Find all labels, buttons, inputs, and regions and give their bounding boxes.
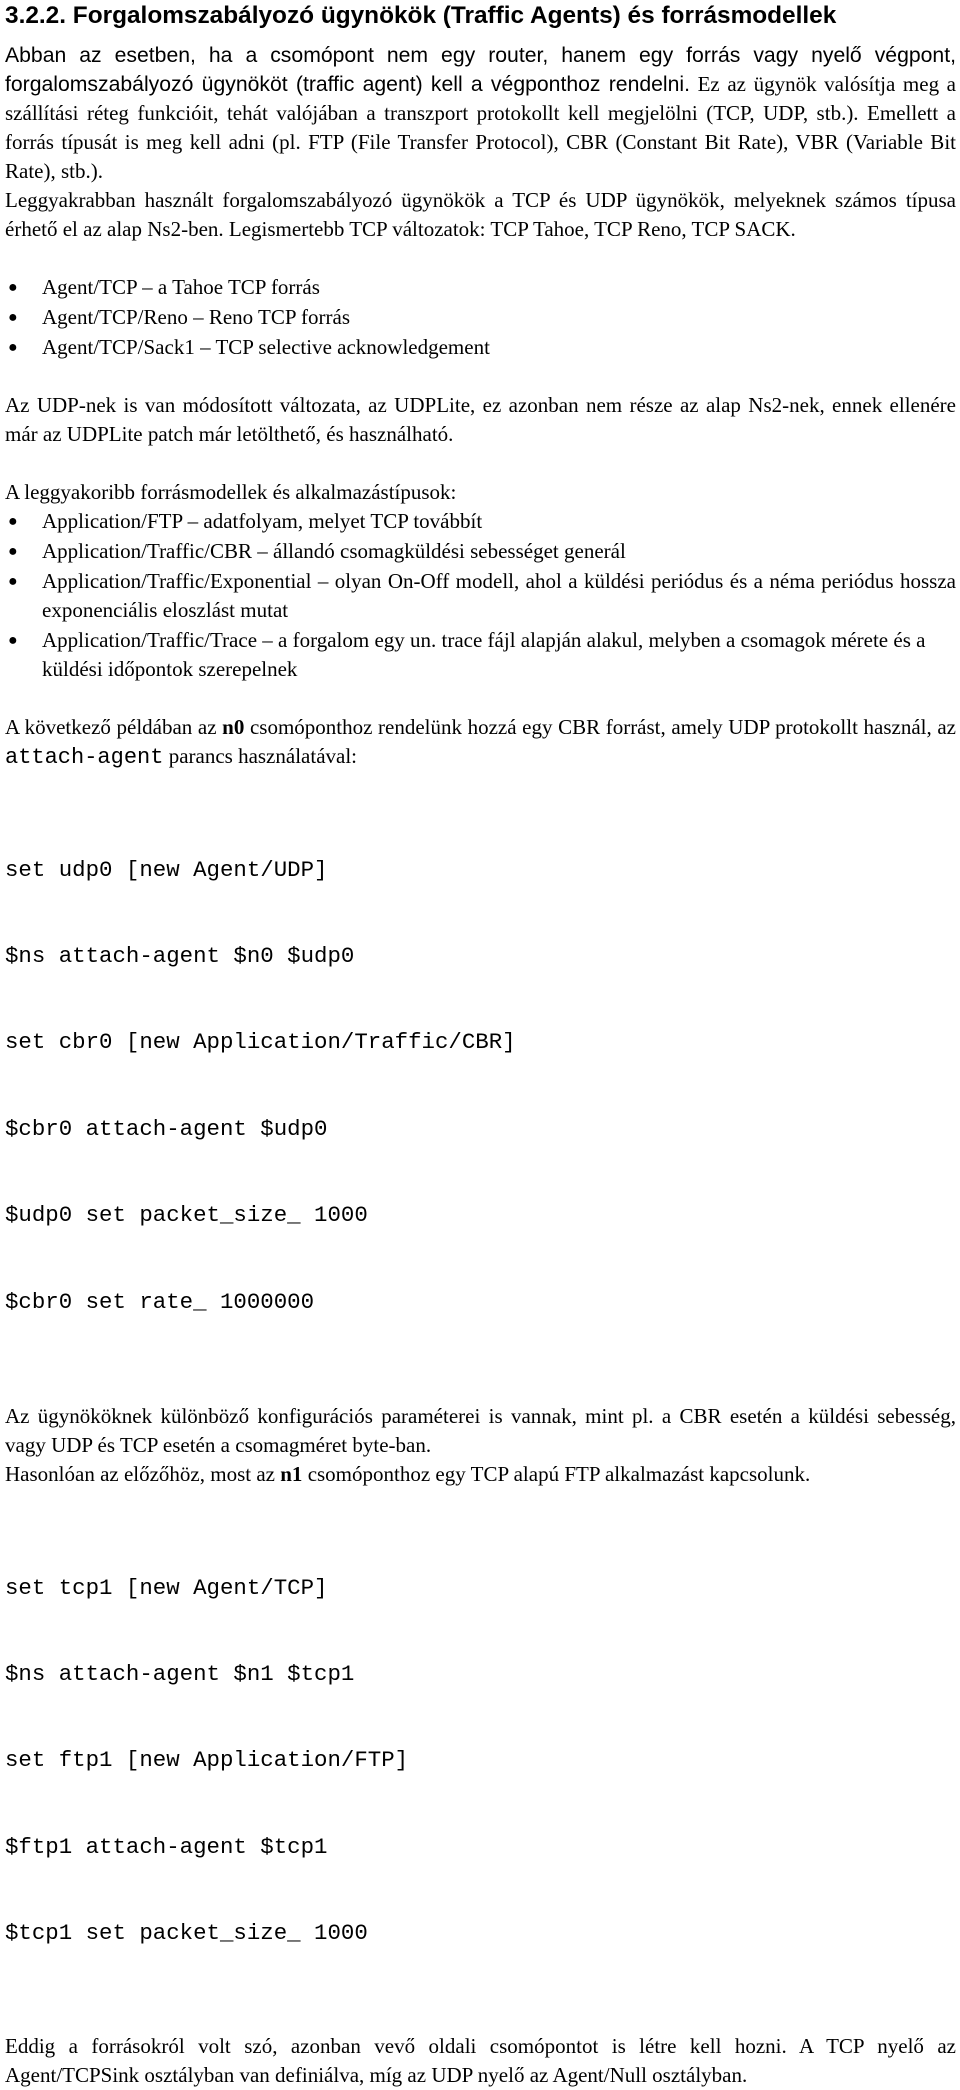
bullet-icon: ● [8,339,18,356]
intro-line-1: Abban az esetben, ha a csomópont nem egy router, hanem egy forrás vagy nyelő végpont, [5,44,956,67]
bullet-icon: ● [8,543,18,560]
tcp-variants-paragraph: Leggyakrabban használt forgalomszabályozó ügynökök a TCP és UDP ügynökök, melyeknek számos típusa érhető el az alap Ns2-ben. Legismertebb TCP változatok: TCP Tahoe, TCP Reno, TCP SACK. [5,188,956,241]
code-line: $cbr0 attach-agent $udp0 [5,1115,328,1142]
inline-command: attach-agent [5,745,164,770]
models-list [5,507,956,684]
bullet-icon: ● [8,309,18,326]
bullet-icon: ● [8,279,18,296]
closing-paragraph: Eddig a forrásokról volt szó, azonban vevő oldali csomópontot is létre kell hozni. A TCP nyelő az Agent/TCPSink osztályban van definiálva, míg az UDP nyelő az Agent/Null osztályban. [5,2034,956,2088]
code-line: set udp0 [new Agent/UDP] [5,856,328,883]
code-line: $udp0 set packet_size_ 1000 [5,1202,368,1229]
list-item: ● Application/Traffic/Trace – a forgalom egy un. trace fájl alapján alakul, melyben a csomagok mérete és a küldési időpontok szerepelnek [8,628,926,681]
list-item: ● Application/FTP – adatfolyam, melyet TCP továbbít [5,507,956,536]
example2-paragraph: Hasonlóan az előzőhöz, most az n1 csomóponthoz egy TCP alapú FTP alkalmazást kapcsolunk. [5,1461,811,1486]
node-name: n0 [222,715,245,739]
code-line: $cbr0 set rate_ 1000000 [5,1288,315,1315]
code-block-2 [5,1516,956,2006]
bullet-icon: ● [8,513,18,530]
section-heading: 3.2.2. Forgalomszabályozó ügynökök (Traffic Agents) és forrásmodellek [5,2,837,29]
code-line: set ftp1 [new Application/FTP] [5,1747,409,1774]
bullet-icon: ● [8,632,18,649]
list-item: ● Agent/TCP/Reno – Reno TCP forrás [5,303,956,332]
list-item: ● Application/Traffic/Exponential – olyan On-Off modell, ahol a küldési periódus és a néma periódus hossza exponenciális eloszlást mutat [8,569,956,622]
intro-body [5,70,956,186]
code-block-1 [5,798,956,1374]
code-line: $tcp1 set packet_size_ 1000 [5,1920,368,1947]
intro-paragraph [5,41,956,186]
udplite-paragraph: Az UDP-nek is van módosított változata, az UDPLite, ez azonban nem része az alap Ns2-nek, ennek ellenére már az UDPLite patch már letölthető, és használható. [5,393,956,446]
list-item: ● Agent/TCP/Sack1 – TCP selective acknowledgement [5,333,956,362]
config-paragraph: Az ügynököknek különböző konfigurációs paraméterei is vannak, mint pl. a CBR esetén a küldési sebesség, vagy UDP és TCP esetén a csomagméret byte-ban. [5,1403,956,1457]
example1-paragraph: A következő példában az n0 csomóponthoz rendelünk hozzá egy CBR forrást, amely UDP protokollt használ, az attach-agent parancs használatával: [5,715,957,770]
agents-list [5,273,956,362]
list-item: ● Agent/TCP – a Tahoe TCP forrás [5,273,956,302]
bullet-icon: ● [8,573,18,590]
intro-line-2: forgalomszabályozó ügynököt (traffic agent) kell a végponthoz rendelni. [5,73,690,96]
code-line: set tcp1 [new Agent/TCP] [5,1574,328,1601]
list-item: ● Application/Traffic/CBR – állandó csomagküldési sebességet generál [5,537,956,566]
code-line: $ftp1 attach-agent $tcp1 [5,1833,328,1860]
intro-rest: Ez az ügynök valósítja meg a szállítási réteg funkcióit, tehát valójában a transzport protokollt kell megjelölni (TCP, UDP, stb.). Emellett a forrás típusát is meg kell adni (pl. FTP (File Transfer Protocol), CBR (Constant Bit Rate), VBR (Variable Bit Rate), stb.). [5,72,957,183]
models-intro: A leggyakoribb forrásmodellek és alkalmazástípusok: [5,480,457,504]
code-line: $ns attach-agent $n0 $udp0 [5,942,355,969]
code-line: $ns attach-agent $n1 $tcp1 [5,1660,355,1687]
code-line: set cbr0 [new Application/Traffic/CBR] [5,1029,516,1056]
node-name: n1 [280,1461,303,1486]
